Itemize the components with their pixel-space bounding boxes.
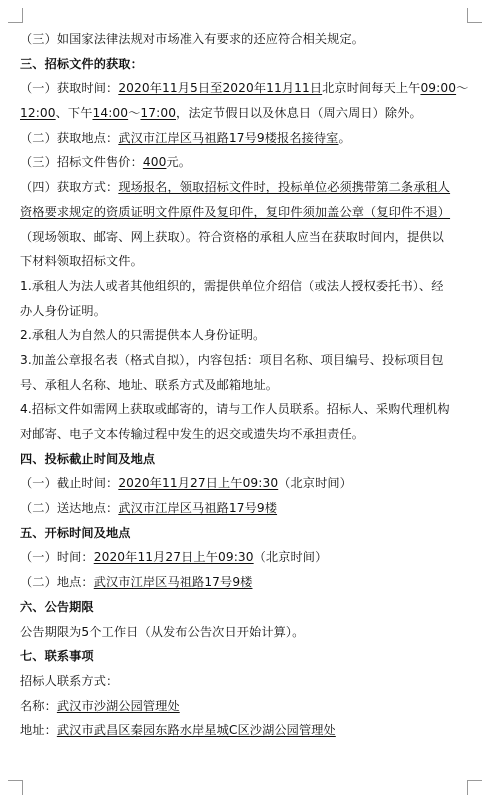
text-line [20, 694, 471, 719]
text-run: 4.招标文件如需网上获取或邮寄的，请与工作人员联系。招标人、采购代理机构 [20, 402, 450, 417]
text-run: 。 [338, 130, 351, 145]
text-line [20, 570, 471, 595]
text-run: 3.加盖公章报名表（格式自拟），内容包括：项目名称、项目编号、投标项目包 [20, 352, 444, 367]
text-run: 四、投标截止时间及地点 [20, 451, 156, 466]
text-run: （四）获取方式： [20, 180, 119, 195]
text-line [20, 669, 471, 694]
underlined-text: 武汉市江岸区马祖路17号9楼 [118, 501, 278, 516]
underlined-text: 现场报名，领取招标文件时，投标单位必须携带第二条承租人 [118, 180, 451, 195]
section-heading [20, 52, 471, 77]
text-run: 地址： [20, 723, 57, 738]
text-run: 五、开标时间及地点 [20, 525, 131, 540]
underlined-text: 400 [142, 155, 167, 170]
text-run: （三）招标文件售价： [20, 155, 143, 170]
text-line [20, 249, 471, 274]
text-run: （二）获取地点： [20, 130, 119, 145]
underlined-text: 武汉市沙湖公园管理处 [56, 698, 180, 713]
underlined-text: 2020年11月5日至2020年11月11日 [118, 81, 323, 96]
text-run: ，法定节假日以及休息日（周六周日）除外。 [176, 106, 422, 121]
underlined-text: 武汉市江岸区马祖路17号9楼 [93, 575, 253, 590]
text-run: （一）获取时间： [20, 81, 119, 96]
page-corner-mark-bottom-left [8, 780, 23, 795]
text-line [20, 620, 471, 645]
text-run: （一）截止时间： [20, 476, 119, 491]
page-corner-mark-top-left [8, 8, 23, 23]
underlined-text: 武汉市武昌区秦园东路水岸星城C区沙湖公园管理处 [56, 723, 336, 738]
text-line [20, 718, 471, 743]
text-line [20, 175, 471, 200]
text-run: 1.承租人为法人或者其他组织的，需提供单位介绍信（或法人授权委托书）、经 [20, 278, 444, 293]
text-line [20, 496, 471, 521]
text-line [20, 150, 471, 175]
text-run: 公告期限为5个工作日（从发布公告次日开始计算）。 [20, 624, 305, 639]
text-run: 下材料领取招标文件。 [20, 254, 143, 269]
section-heading [20, 447, 471, 472]
text-run: 、下午 [55, 106, 93, 121]
underlined-text: 17:00 [140, 106, 177, 121]
text-run: 招标人联系方式： [20, 673, 119, 688]
text-run: （二）地点： [20, 575, 94, 590]
text-line [20, 422, 471, 447]
text-line [20, 323, 471, 348]
text-run: （北京时间） [278, 476, 352, 491]
text-run: 六、公告期限 [20, 599, 94, 614]
section-heading [20, 521, 471, 546]
underlined-text: 资格要求规定的资质证明文件原件及复印件，复印件须加盖公章（复印件不退） [20, 204, 451, 219]
text-run: （现场领取、邮寄、网上获取）。符合资格的承租人应当在获取时间内，提供以 [20, 229, 444, 244]
text-run: 三、招标文件的获取： [20, 56, 143, 71]
text-run: 号、承租人名称、地址、联系方式及邮箱地址。 [20, 377, 279, 392]
section-heading [20, 595, 471, 620]
text-run: 办人身份证明。 [20, 303, 107, 318]
text-run: （一）时间： [20, 550, 94, 565]
text-run: （三）如国家法律法规对市场准入有要求的还应符合相关规定。 [20, 32, 365, 46]
text-run: （北京时间） [253, 550, 328, 565]
text-line [20, 348, 471, 373]
text-run: （二）送达地点： [20, 501, 119, 516]
text-line [20, 27, 471, 52]
page-corner-mark-top-right [467, 8, 482, 23]
text-line [20, 225, 471, 250]
text-run: 2.承租人为自然人的只需提供本人身份证明。 [20, 328, 266, 343]
document-page [20, 27, 471, 743]
text-line [20, 299, 471, 324]
text-run: 元。 [166, 155, 192, 170]
text-run: ～ [128, 106, 141, 121]
text-line [20, 101, 471, 126]
underlined-text: 14:00 [92, 106, 129, 121]
text-run: 北京时间每天上午 [322, 81, 421, 96]
underlined-text: 09:00 [420, 81, 457, 96]
text-line [20, 274, 471, 299]
text-line [20, 76, 471, 101]
underlined-text: 12:00 [20, 106, 56, 121]
text-run: 七、联系事项 [20, 649, 94, 664]
underlined-text: 武汉市江岸区马祖路17号9楼报名接待室 [118, 130, 339, 145]
text-run: 对邮寄、电子文本传输过程中发生的迟交或遗失均不承担责任。 [20, 427, 365, 441]
text-run: ～ [456, 81, 469, 96]
underlined-text: 2020年11月27日上午09:30 [93, 550, 254, 565]
text-line [20, 545, 471, 570]
underlined-text: 2020年11月27日上午09:30 [118, 476, 279, 491]
text-line [20, 471, 471, 496]
text-line [20, 397, 471, 422]
text-line [20, 200, 471, 225]
page-corner-mark-bottom-right [467, 780, 482, 795]
text-run: 名称： [20, 698, 57, 713]
text-line [20, 126, 471, 151]
section-heading [20, 644, 471, 669]
text-line [20, 373, 471, 398]
